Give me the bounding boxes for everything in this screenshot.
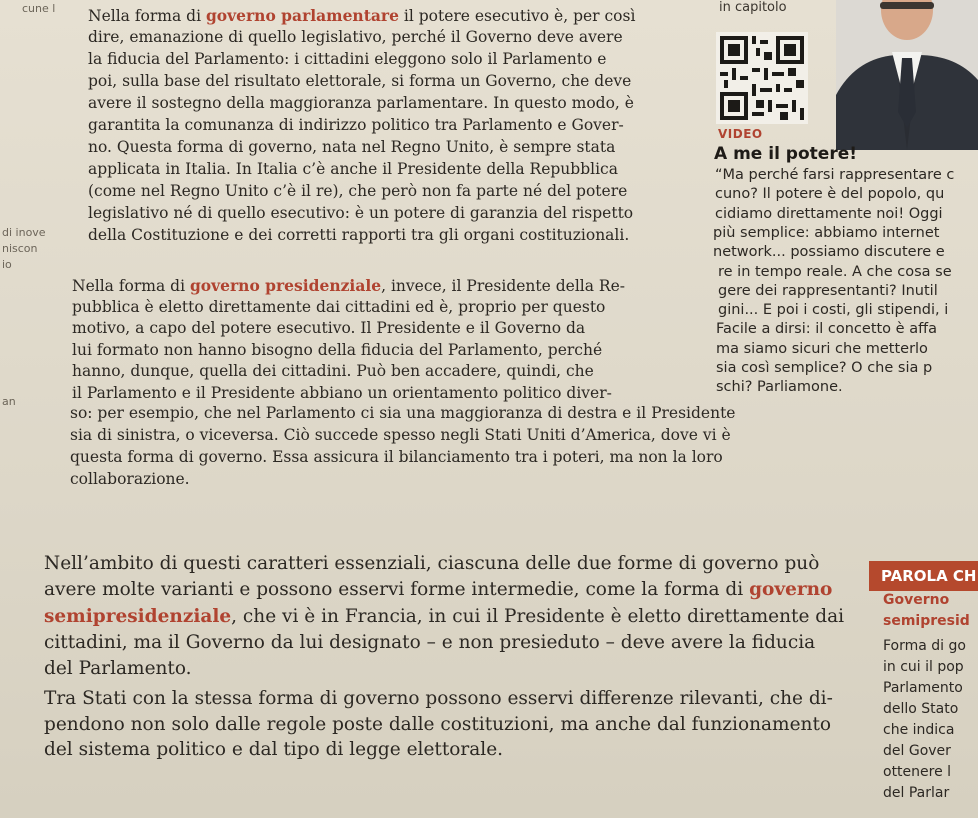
text-line: cittadini, ma il Governo da lui designato – e non presieduto – deve avere la fiducia — [44, 631, 816, 653]
key-term: governo — [749, 579, 833, 601]
keyword-definition-line: ottenere l — [883, 764, 952, 780]
text-line: lui formato non hanno bisogno della fiducia del Parlamento, perché — [72, 340, 603, 359]
text-line: so: per esempio, che nel Parlamento ci sia una maggioranza di destra e il Presidente — [70, 404, 736, 422]
text-line: pendono non solo dalle regole poste dalle costituzioni, ma anche dal funzionamento — [44, 713, 832, 735]
keyword-definition-line: dello Stato — [883, 701, 959, 717]
video-description-line: Facile a dirsi: il concetto è affa — [716, 321, 937, 338]
gutter-fragment: io — [2, 258, 12, 271]
video-description-line: gere dei rappresentanti? Inutil — [718, 282, 938, 299]
keyword-definition-line: Parlamento — [883, 680, 963, 696]
gutter-fragment: cune l — [22, 2, 56, 15]
keyword-term-continuation: semipresid — [883, 613, 970, 629]
text-line: avere molte varianti e possono esservi forme intermedie, come la forma di governo — [44, 579, 833, 601]
qr-code-icon[interactable] — [716, 32, 808, 124]
text-line: Nella forma di governo presidenziale, invece, il Presidente della Re- — [72, 276, 625, 295]
text-line: questa forma di governo. Essa assicura il bilanciamento tra i poteri, ma non la loro — [70, 448, 723, 466]
text-line: dire, emanazione di quello legislativo, perché il Governo deve avere — [88, 28, 623, 46]
keyword-definition-line: in cui il pop — [883, 659, 964, 675]
text-line: Tra Stati con la stessa forma di governo possono esservi differenze rilevanti, che di- — [44, 688, 833, 709]
text-line: sia di sinistra, o viceversa. Ciò succede spesso negli Stati Uniti d’America, dove vi è — [70, 426, 731, 444]
video-description-line: schi? Parliamone. — [716, 379, 843, 396]
video-description-line: cuno? Il potere è del popolo, qu — [715, 186, 945, 203]
key-term: governo parlamentare — [205, 6, 399, 25]
keyword-box-header: PAROLA CH — [869, 561, 978, 591]
video-description-line: più semplice: abbiamo internet — [713, 224, 940, 241]
keyword-term: Governo — [883, 592, 950, 608]
text-line: semipresidenziale, che vi è in Francia, in cui il Presidente è eletto direttamente dai — [44, 605, 845, 627]
keyword-definition-line: del Gover — [883, 743, 951, 759]
text-line: (come nel Regno Unito c’è il re), che però non fa parte né del potere — [88, 182, 628, 200]
text-line: Nell’ambito di questi caratteri essenziali, ciascuna delle due forme di governo può — [44, 553, 820, 574]
video-title[interactable]: A me il potere! — [714, 144, 857, 164]
text-line: poi, sulla base del risultato elettorale, si forma un Governo, che deve — [88, 72, 632, 90]
presenter-portrait — [836, 0, 978, 150]
video-description-line: re in tempo reale. A che cosa se — [718, 263, 952, 280]
text-line: applicata in Italia. In Italia c’è anche il Presidente della Repubblica — [88, 160, 618, 178]
keyword-box-body — [869, 591, 978, 818]
keyword-box — [869, 561, 978, 818]
video-description-line: gini... E poi i costi, gli stipendi, i — [718, 302, 949, 319]
video-description-line: ma siamo sicuri che metterlo — [716, 340, 928, 357]
text-line: del sistema politico e dal tipo di legge elettorale. — [44, 739, 504, 760]
text-line: no. Questa forma di governo, nata nel Regno Unito, è sempre stata — [88, 138, 616, 156]
text-line: Nella forma di governo parlamentare il potere esecutivo è, per così — [88, 6, 636, 25]
text-line: avere il sostegno della maggioranza parlamentare. In questo modo, è — [88, 94, 634, 112]
gutter-fragment: di inove — [2, 226, 46, 239]
keyword-definition-line: Forma di go — [883, 638, 966, 654]
text-line: la fiducia del Parlamento: i cittadini eleggono solo il Parlamento e — [88, 50, 607, 68]
video-description-line: sia così semplice? O che sia p — [716, 360, 933, 376]
key-term: governo presidenziale — [189, 276, 382, 295]
text-line: della Costituzione e dei corretti rapporti tra gli organi costituzionali. — [88, 226, 630, 244]
text-line: legislativo né di quello esecutivo: è un potere di garanzia del rispetto — [88, 204, 634, 222]
text-line: il Parlamento e il Presidente abbiano un orientamento politico diver- — [72, 383, 612, 402]
video-description-line: network... possiamo discutere e — [713, 244, 945, 261]
in-capitolo-label: in capitolo — [719, 0, 787, 15]
text-line: collaborazione. — [70, 470, 190, 488]
video-description-line: cidiamo direttamente noi! Oggi — [715, 205, 943, 222]
text-line: hanno, dunque, quella dei cittadini. Può ben accadere, quindi, che — [72, 362, 594, 380]
keyword-definition-line: del Parlar — [883, 785, 950, 801]
keyword-definition-line: che indica — [883, 722, 955, 738]
key-term: semipresidenziale — [44, 605, 232, 627]
text-line: garantita la comunanza di indirizzo politico tra Parlamento e Gover- — [88, 116, 624, 134]
gutter-fragment: niscon — [2, 242, 38, 255]
video-description-line: “Ma perché farsi rappresentare c — [715, 167, 955, 183]
text-line: del Parlamento. — [44, 658, 192, 680]
text-line: motivo, a capo del potere esecutivo. Il Presidente e il Governo da — [72, 319, 586, 337]
text-line: pubblica è eletto direttamente dai cittadini ed è, proprio per questo — [72, 297, 606, 316]
video-label: VIDEO — [718, 127, 763, 141]
gutter-fragment: an — [2, 395, 16, 408]
